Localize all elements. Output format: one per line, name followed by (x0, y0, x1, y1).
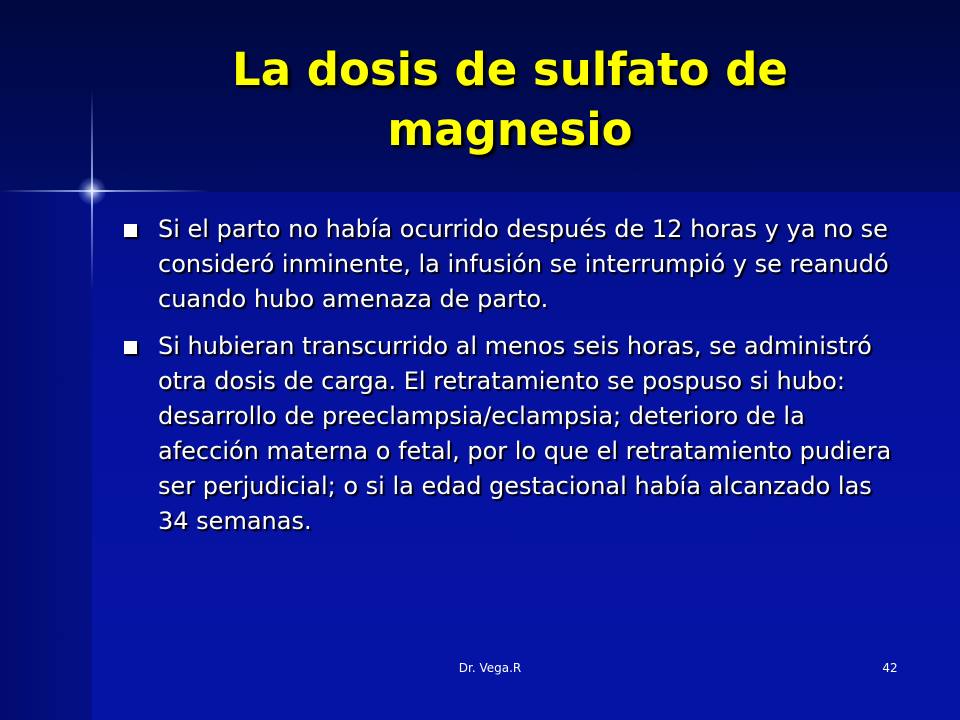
bullet-text-2: Si hubieran transcurrido al menos seis horas, se administró otra dosis de carga. El retratamiento se pospuso si hubo: desarrollo de preeclampsia/eclampsia; deterioro de la afección materna o fetal, por lo que el retratamiento pudiera ser perjudicial; o si la edad gestacional había alcanzado las 34 semanas. (158, 332, 892, 535)
bullet-item-2 (118, 329, 908, 539)
square-bullet-icon (124, 341, 137, 354)
square-bullet-icon (124, 224, 137, 237)
bullet-list (118, 212, 908, 551)
left-band (0, 192, 92, 720)
bullet-text-1: Si el parto no había ocurrido después de 12 horas y ya no se consideró inminente, la infusión se interrumpió y se reanudó cuando hubo amenaza de parto. (158, 215, 889, 313)
bullet-item-1 (118, 212, 908, 317)
footer-author: Dr. Vega.R (458, 661, 522, 675)
sparkle-star-icon (78, 177, 106, 205)
slide-title: La dosis de sulfato de magnesio (232, 43, 788, 156)
page-number: 42 (882, 661, 898, 675)
